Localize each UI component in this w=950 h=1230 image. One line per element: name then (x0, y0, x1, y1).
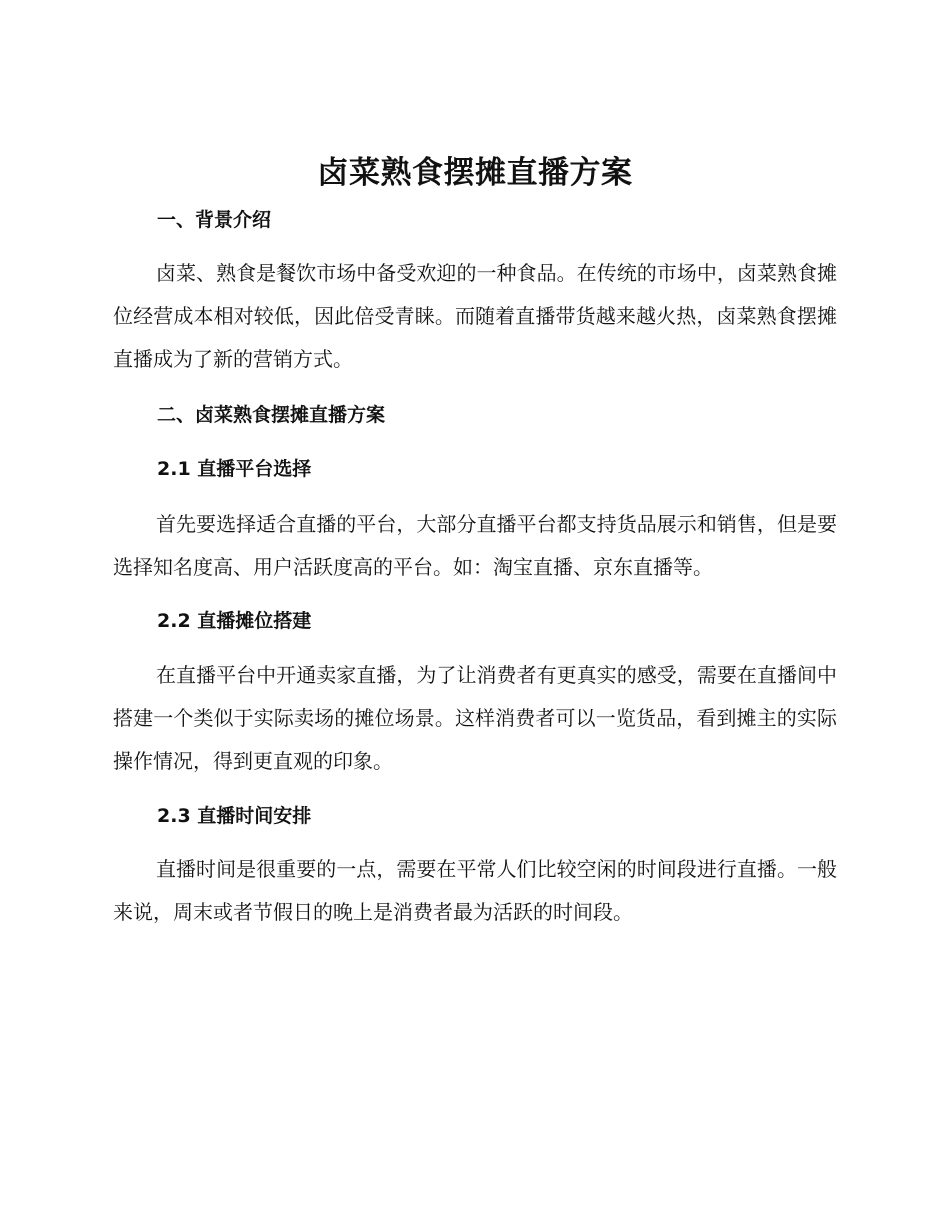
paragraph-platform: 首先要选择适合直播的平台，大部分直播平台都支持货品展示和销售，但是要选择知名度高、用户活跃度高的平台。如：淘宝直播、京东直播等。 (113, 512, 837, 579)
document-title: 卤菜熟食摆摊直播方案 (317, 155, 633, 191)
paragraph-schedule: 直播时间是很重要的一点，需要在平常人们比较空闲的时间段进行直播。一般来说，周末或者节假日的晚上是消费者最为活跃的时间段。 (113, 857, 837, 924)
paragraph-booth: 在直播平台中开通卖家直播，为了让消费者有更真实的感受，需要在直播间中搭建一个类似于实际卖场的摊位场景。这样消费者可以一览货品，看到摊主的实际操作情况，得到更直观的印象。 (113, 663, 837, 773)
paragraph-background: 卤菜、熟食是餐饮市场中备受欢迎的一种食品。在传统的市场中，卤菜熟食摊位经营成本相对较低，因此倍受青睐。而随着直播带货越来越火热，卤菜熟食摆摊直播成为了新的营销方式。 (113, 261, 837, 371)
subsection-heading-schedule: 2.3 直播时间安排 (157, 805, 312, 827)
subsection-heading-booth: 2.2 直播摊位搭建 (157, 610, 312, 632)
section-heading-background: 一、背景介绍 (157, 209, 272, 231)
subsection-heading-platform: 2.1 直播平台选择 (157, 458, 312, 480)
section-heading-plan: 二、卤菜熟食摆摊直播方案 (157, 404, 386, 426)
